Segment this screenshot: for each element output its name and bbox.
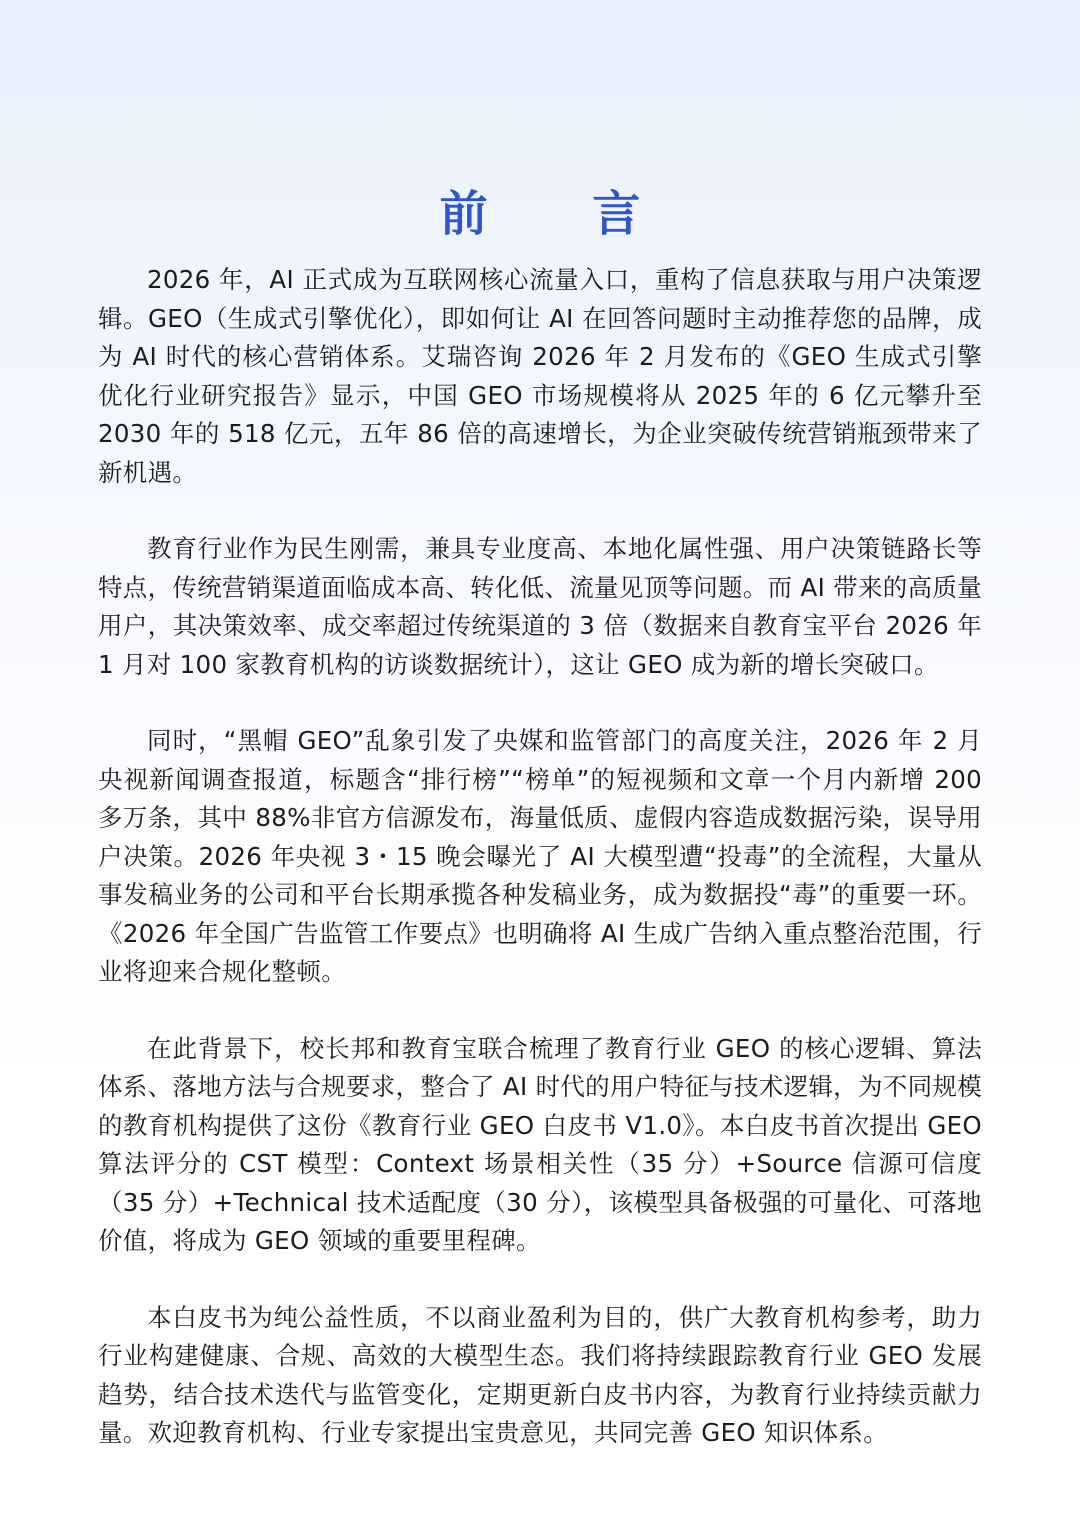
paragraph-2: 教育行业作为民生刚需，兼具专业度高、本地化属性强、用户决策链路长等特点，传统营销渠道面临成本高、转化低、流量见顶等问题。而 AI 带来的高质量用户，其决策效率、成交率超过传统渠道的 3 倍（数据来自教育宝平台 2026 年 1 月对 100 家教育机构的访谈数据统计），这让 GEO 成为新的增长突破口。 (98, 534, 982, 679)
paragraph-3: 同时，“黑帽 GEO”乱象引发了央媒和监管部门的高度关注，2026 年 2 月央视新闻调查报道，标题含“排行榜”“榜单”的短视频和文章一个月内新增 200 多万条，其中 88%非官方信源发布，海量低质、虚假内容造成数据污染，误导用户决策。2026 年央视 3・15 晚会曝光了 AI 大模型遭“投毒”的全流程，大量从事发稿业务的公司和平台长期承揽各种发稿业务，成为数据投“毒”的重要一环。《2026 年全国广告监管工作要点》也明确将 AI 生成广告纳入重点整治范围，行业将迎来合规化整顿。 (98, 726, 982, 986)
preface-body (98, 261, 982, 1491)
paragraph-4: 在此背景下，校长邦和教育宝联合梳理了教育行业 GEO 的核心逻辑、算法体系、落地方法与合规要求，整合了 AI 时代的用户特征与技术逻辑，为不同规模的教育机构提供了这份《教育行业 GEO 白皮书 V1.0》。本白皮书首次提出 GEO 算法评分的 CST 模型：Context 场景相关性（35 分）+Source 信源可信度（35 分）+Technical 技术适配度（30 分），该模型具备极强的可量化、可落地价值，将成为 GEO 领域的重要里程碑。 (98, 1033, 982, 1255)
paragraph-1: 2026 年，AI 正式成为互联网核心流量入口，重构了信息获取与用户决策逻辑。GEO（生成式引擎优化），即如何让 AI 在回答问题时主动推荐您的品牌，成为 AI 时代的核心营销体系。艾瑞咨询 2026 年 2 月发布的《GEO 生成式引擎优化行业研究报告》显示，中国 GEO 市场规模将从 2025 年的 6 亿元攀升至 2030 年的 518 亿元，五年 86 倍的高速增长，为企业突破传统营销瓶颈带来了新机遇。 (98, 265, 982, 487)
page-title: 前 言 (439, 186, 685, 243)
paragraph-5: 本白皮书为纯公益性质，不以商业盈利为目的，供广大教育机构参考，助力行业构建健康、合规、高效的大模型生态。我们将持续跟踪教育行业 GEO 发展趋势，结合技术迭代与监管变化，定期更新白皮书内容，为教育行业持续贡献力量。欢迎教育机构、行业专家提出宝贵意见，共同完善 GEO 知识体系。 (98, 1302, 982, 1447)
